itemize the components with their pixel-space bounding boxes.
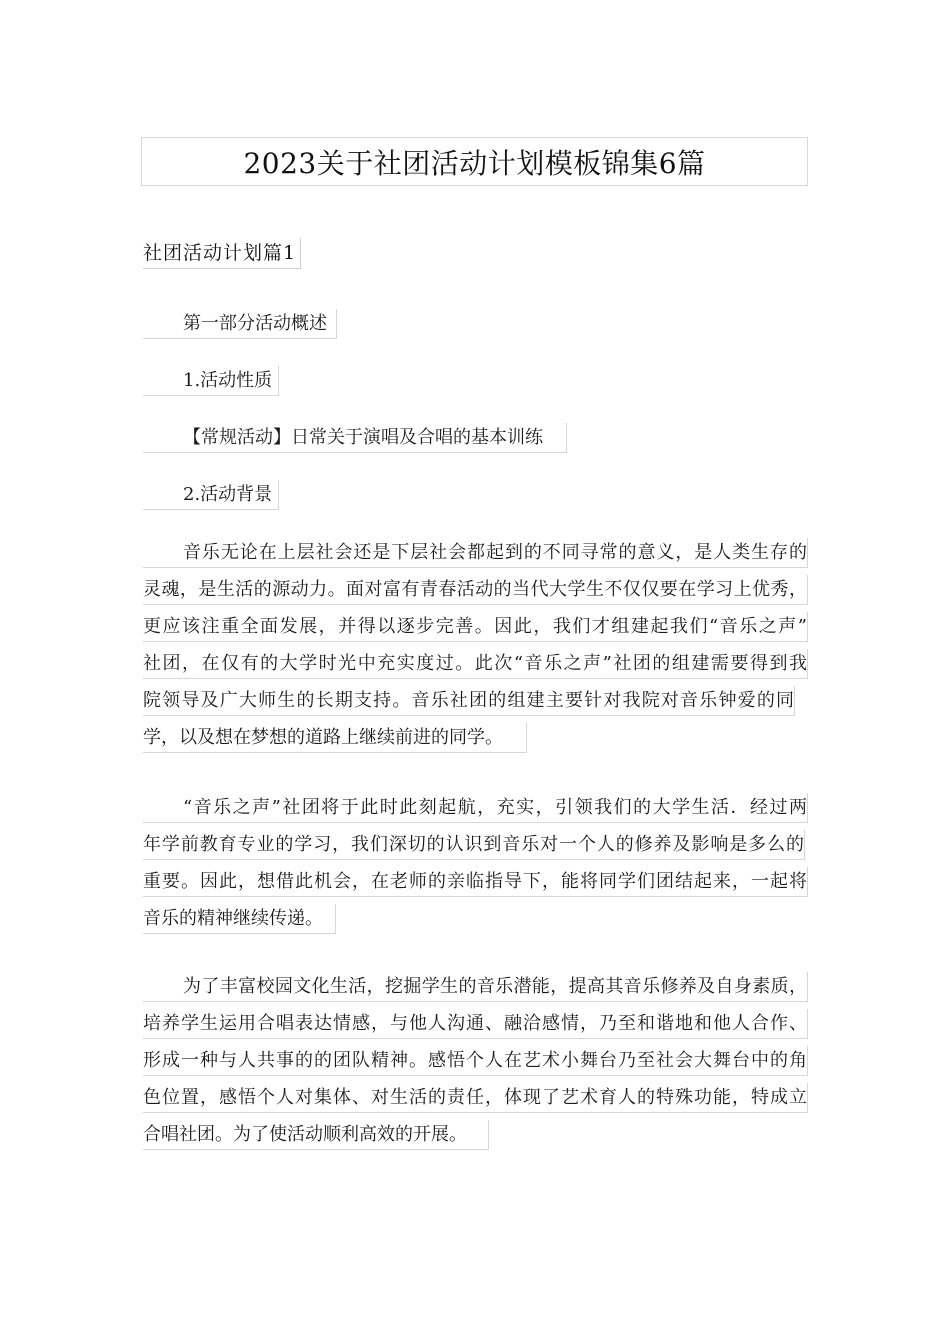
paragraph-line: 重要。因此，想借此机会，在老师的亲临指导下，能将同学们团结起来，一起将 — [143, 867, 808, 897]
paragraph-line: 色位置，感悟个人对集体、对生活的责任，体现了艺术育人的特殊功能，特成立 — [143, 1083, 808, 1113]
paragraph-line: 为了丰富校园文化生活，挖掘学生的音乐潜能，提高其音乐修养及自身素质， — [143, 972, 808, 1002]
paragraph-line: 形成一种与人共事的的团队精神。感悟个人在艺术小舞台乃至社会大舞台中的角 — [143, 1046, 808, 1076]
paragraph-line: 年学前教育专业的学习，我们深切的认识到音乐对一个人的修养及影响是多么的 — [143, 830, 805, 860]
paragraph-line: 更应该注重全面发展，并得以逐步完善。因此，我们才组建起我们“音乐之声” — [143, 612, 808, 642]
paragraph-line: 培养学生运用合唱表达情感，与他人沟通、融洽感情，乃至和谐地和他人合作、 — [143, 1009, 808, 1039]
section-heading: 社团活动计划篇1 — [143, 238, 301, 269]
paragraph-line: 合唱社团。为了使活动顺利高效的开展。 — [143, 1120, 489, 1150]
paragraph-line: “音乐之声”社团将于此时此刻起航，充实，引领我们的大学生活．经过两 — [143, 793, 808, 823]
paragraph-line: 第一部分活动概述 — [143, 309, 337, 339]
document-title: 2023关于社团活动计划模板锦集6篇 — [141, 137, 808, 186]
paragraph-line: 【常规活动】日常关于演唱及合唱的基本训练 — [143, 423, 567, 453]
paragraph-line: 灵魂，是生活的源动力。面对富有青春活动的当代大学生不仅仅要在学习上优秀， — [143, 575, 808, 605]
paragraph-line: 1.活动性质 — [143, 366, 279, 396]
paragraph-line: 院领导及广大师生的长期支持。音乐社团的组建主要针对我院对音乐钟爱的同 — [143, 686, 795, 716]
paragraph-line: 2.活动背景 — [143, 480, 279, 510]
paragraph-line: 音乐无论在上层社会还是下层社会都起到的不同寻常的意义，是人类生存的 — [143, 538, 808, 568]
paragraph-line: 社团，在仅有的大学时光中充实度过。此次“音乐之声”社团的组建需要得到我 — [143, 649, 808, 679]
paragraph-line: 学，以及想在梦想的道路上继续前进的同学。 — [143, 723, 527, 753]
paragraph-line: 音乐的精神继续传递。 — [143, 904, 336, 934]
